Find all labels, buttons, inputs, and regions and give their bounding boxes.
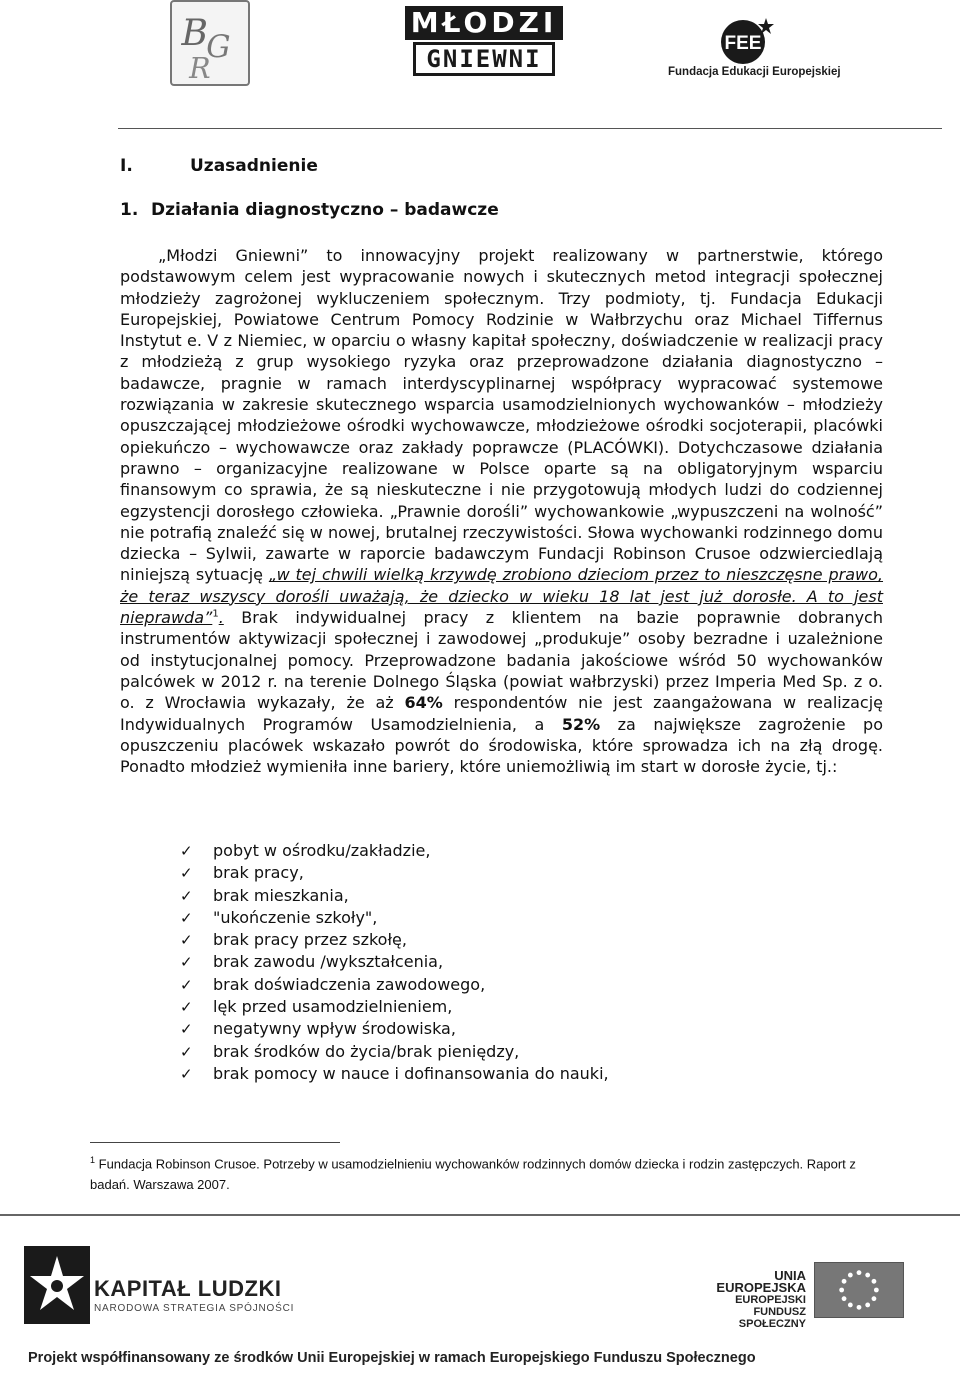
paragraph-part-4: za największe zagrożenie po opuszczeniu placówek wskazało powrót do środowiska, które sprowadza ich na złą drogę. Ponadto młodzież wymieniła inne bariery, które uniemożliwią im start w dorosłe życie, tj.: xyxy=(120,714,883,777)
list-item xyxy=(180,907,609,929)
eu-flag-icon xyxy=(814,1262,904,1318)
barriers-list xyxy=(180,840,609,1085)
section-title: Uzasadnienie xyxy=(190,156,318,176)
mlodzi-gniewni-logo xyxy=(405,6,563,78)
checkmark-icon: ✓ xyxy=(180,953,193,972)
checkmark-icon: ✓ xyxy=(180,975,193,994)
list-item xyxy=(180,862,609,884)
list-item-label: brak pracy, xyxy=(213,863,304,883)
subsection-number: 1. xyxy=(120,200,139,220)
eu-line-1: UNIA EUROPEJSKA xyxy=(716,1268,806,1295)
paragraph-part-3: respondentów nie jest zaangażowana w realizację Indywidualnych Programów Usamodzielnienia, a xyxy=(120,693,883,734)
list-item-label: brak zawodu /wykształcenia, xyxy=(213,952,444,972)
header-divider xyxy=(118,128,942,129)
list-item-label: negatywny wpływ środowiska, xyxy=(213,1019,456,1039)
stat-52: 52% xyxy=(561,714,601,734)
page-number-label xyxy=(934,1120,960,1200)
checkmark-icon: ✓ xyxy=(180,1020,193,1039)
eu-logo xyxy=(684,1262,944,1330)
quote-end: . xyxy=(218,608,224,628)
bgr-logo xyxy=(170,0,250,86)
list-item xyxy=(180,1063,609,1085)
kl-title: KAPITAŁ LUDZKI xyxy=(94,1276,282,1301)
list-item-label: brak środków do życia/brak pieniędzy, xyxy=(213,1041,520,1061)
kl-subtitle: NARODOWA STRATEGIA SPÓJNOŚCI xyxy=(94,1303,295,1314)
checkmark-icon: ✓ xyxy=(180,842,193,860)
fee-emblem-icon xyxy=(718,16,774,66)
paragraph-part-2: Brak indywidualnej pracy z klientem na bazie poprawnie dobranych instrumentów aktywizacji społecznej i zawodowej „produkuje” osoby bezradne i uzależnione od instytucjonalnej pomocy. Przeprowadzone badania jakościowe wśród 50 wychowanków palcówek w 2012 r. na terenie Dolnego Śląska (powiat wałbrzyski) przez Imperia Med Sp. z o. o. z Wrocławia wykazały, że aż xyxy=(120,608,883,713)
checkmark-icon: ✓ xyxy=(180,998,193,1017)
fee-logo xyxy=(668,8,853,84)
checkmark-icon: ✓ xyxy=(180,886,193,905)
logo-mg-bottom-text: GNIEWNI xyxy=(413,42,555,76)
footnote-divider xyxy=(90,1142,340,1143)
list-item-label: brak doświadczenia zawodowego, xyxy=(213,974,486,994)
footnote-text: Fundacja Robinson Crusoe. Potrzeby w usamodzielnieniu wychowanków rodzinnych domów dziecka i rodzin zastępczych. Raport z badań. Warszawa 2007. xyxy=(90,1156,856,1193)
footnote-reference[interactable]: 1 xyxy=(212,608,219,620)
list-item xyxy=(180,840,609,862)
footer-divider xyxy=(0,1214,960,1216)
list-item-label: brak pracy przez szkołę, xyxy=(213,930,407,950)
checkmark-icon: ✓ xyxy=(180,931,193,950)
footnote-number: 1 xyxy=(90,1155,96,1165)
footnote xyxy=(90,1150,890,1195)
list-item xyxy=(180,974,609,996)
eu-line-2: EUROPEJSKI xyxy=(735,1294,806,1306)
list-item xyxy=(180,1041,609,1063)
subsection-heading xyxy=(120,200,499,220)
checkmark-icon: ✓ xyxy=(180,1064,193,1083)
list-item xyxy=(180,951,609,973)
stat-64: 64% xyxy=(404,693,443,713)
list-item-label: lęk przed usamodzielnieniem, xyxy=(213,997,453,1017)
list-item xyxy=(180,996,609,1018)
list-item-label: pobyt w ośrodku/zakładzie, xyxy=(213,841,431,860)
svg-text:B: B xyxy=(181,11,209,54)
list-item-label: brak mieszkania, xyxy=(213,885,349,905)
kapital-ludzki-logo xyxy=(24,1246,324,1324)
list-item-label: brak pomocy w nauce i dofinansowania do nauki, xyxy=(213,1063,609,1083)
eu-line-3: FUNDUSZ SPOŁECZNY xyxy=(738,1306,806,1330)
cofinancing-caption: Projekt współfinansowany ze środków Unii Europejskiej w ramach Europejskiego Funduszu Społecznego xyxy=(28,1350,756,1366)
svg-text:G: G xyxy=(206,30,231,66)
paragraph-part-1: „Młodzi Gniewni” to innowacyjny projekt realizowany w partnerstwie, którego podstawowym celem jest wypracowanie nowych i skutecznych metod integracji społecznej młodzieży zagrożonej wykluczeniem społecznym. Trzy podmioty, tj. Fundacja Edukacji Europejskiej, Powiatowe Centrum Pomocy Rodzinie w Wałbrzychu oraz Michael Tiffernus Instytut e. V z Niemiec, w oparciu o własny kapitał społeczny, doświadczenie w realizacji pracy z młodzieżą z grup wysokiego ryzyka oraz przeprowadzone działania diagnostyczno – badawcze, pragnie w ramach interdyscyplinarnej współpracy wypracować systemowe rozwiązania w zakresie skutecznego wsparcia usamodzielnionych wychowanków – młodzieży opuszczającej młodzieżowe ośrodki wychowawcze, młodzieżowe ośrodki socjoterapii, placówki opiekuńczo – wychowawcze oraz zakłady poprawcze (PLACÓWKI). Dotychczasowe działania prawno – organizacyjne realizowane w Polsce oparte są na obligatoryjnym wsparciu finansowym co sprawia, że są nieskuteczne i nie przygotowują młodych ludzi do codziennej egzystencji dorosłego człowieka. „Prawnie dorośli” wychowankowie „wypuszczeni na wolność” nie potrafią znaleźć się w nowej, brutalnej rzeczywistości. Słowa wychowanki rodzinnego domu dziecka – Sylwii, zawarte w raporcie badawczym Fundacji Robinson Crusoe odzwierciedlają niniejszą sytuację xyxy=(120,246,883,585)
fee-caption: Fundacja Edukacji Europejskiej xyxy=(668,66,841,78)
checkmark-icon: ✓ xyxy=(180,1042,193,1061)
list-item xyxy=(180,929,609,951)
eu-text xyxy=(684,1270,806,1330)
section-heading xyxy=(120,156,318,176)
checkmark-icon: ✓ xyxy=(180,908,193,927)
list-item xyxy=(180,885,609,907)
quoted-testimony: „w tej chwili wielką krzywdę zrobiono dzieciom przez to nieszczęsne prawo, że teraz wszyscy dorośli uważają, że dziecko w wieku 18 lat jest już dorosłe. A to jest nieprawda” xyxy=(120,565,884,628)
bgr-logo-graphic xyxy=(172,2,248,84)
svg-text:R: R xyxy=(189,52,211,84)
kapital-ludzki-star-icon xyxy=(24,1246,90,1324)
list-item xyxy=(180,1018,609,1040)
list-item-label: "ukończenie szkoły", xyxy=(213,907,378,927)
checkmark-icon: ✓ xyxy=(180,864,193,883)
subsection-title: Działania diagnostyczno – badawcze xyxy=(151,200,499,220)
section-number: I. xyxy=(120,156,133,176)
logo-mg-top-text: MŁODZI xyxy=(405,6,563,40)
body-paragraph xyxy=(120,245,883,777)
svg-text:FEE: FEE xyxy=(724,33,762,54)
